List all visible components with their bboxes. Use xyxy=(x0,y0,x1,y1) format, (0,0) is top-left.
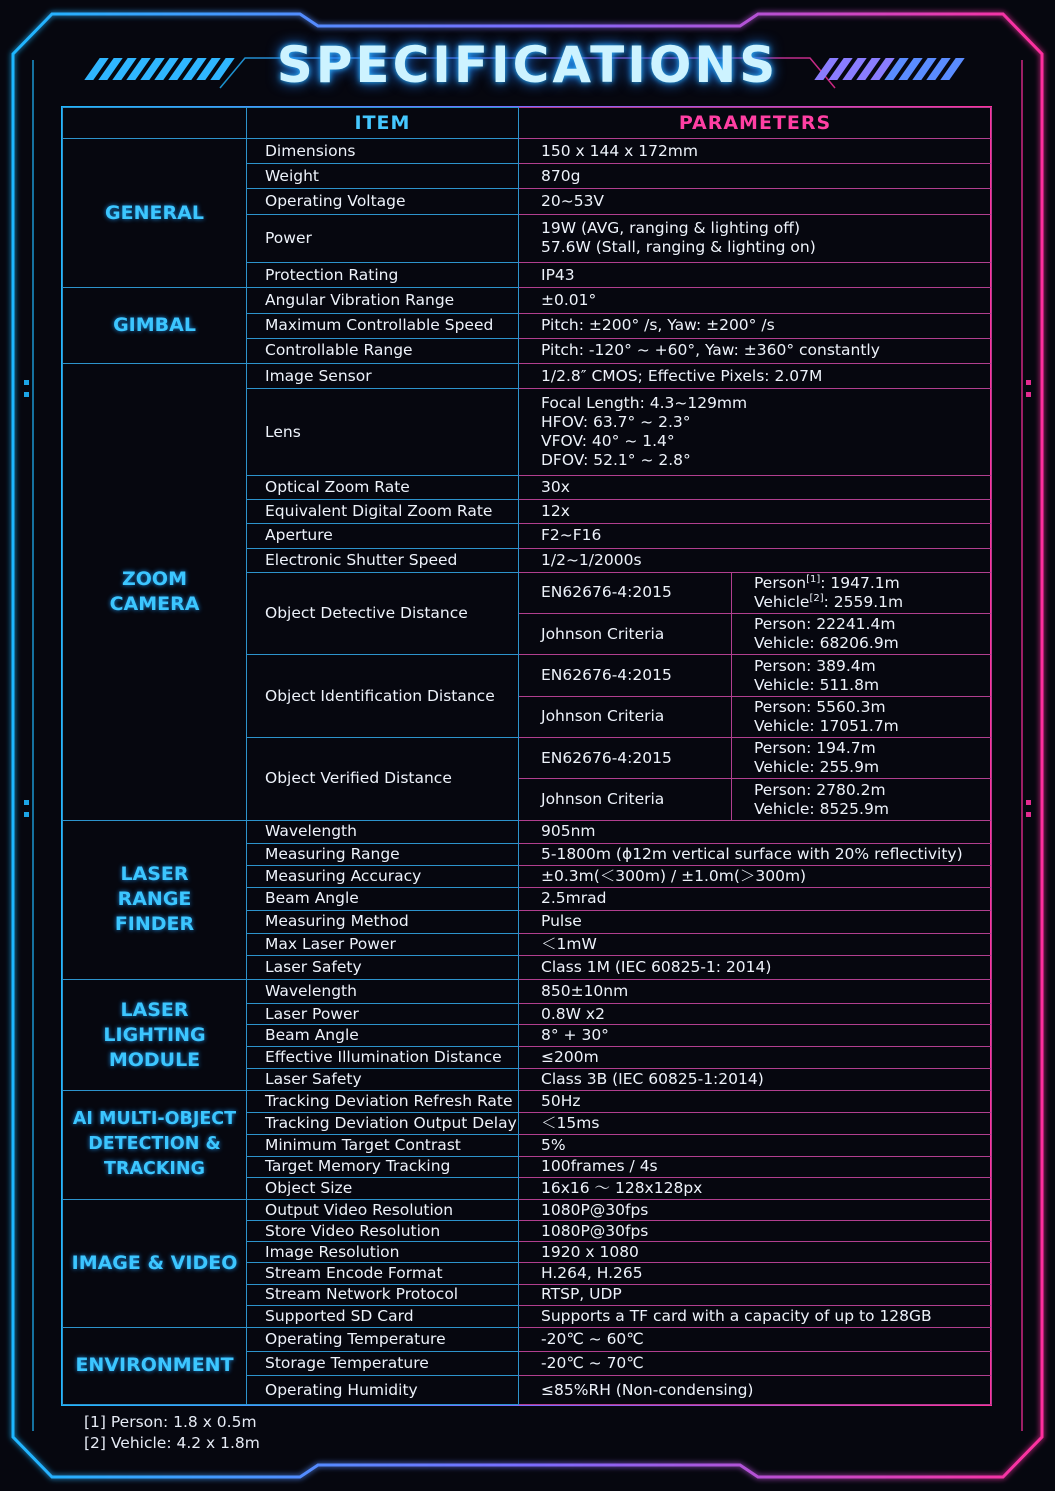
distance-person: Person[1]: 1947.1m xyxy=(754,573,900,592)
spec-item: Object Verified Distance xyxy=(247,738,519,821)
section-label-line: DETECTION & xyxy=(88,1134,221,1155)
spec-value: 1080P@30fps xyxy=(519,1221,992,1242)
footnote-vehicle: [2] Vehicle: 4.2 x 1.8m xyxy=(84,1434,260,1452)
spec-item: Angular Vibration Range xyxy=(247,288,519,313)
spec-value: Pitch: -120° ~ +60°, Yaw: ±360° constantly xyxy=(519,338,992,363)
spec-item: Measuring Method xyxy=(247,910,519,933)
spec-value: F2~F16 xyxy=(519,524,992,548)
distance-vehicle: Vehicle: 17051.7m xyxy=(754,716,899,735)
spec-value: ≤200m xyxy=(519,1046,992,1068)
spec-item: Store Video Resolution xyxy=(247,1221,519,1242)
distance-values xyxy=(732,779,992,820)
spec-item: Object Identification Distance xyxy=(247,655,519,738)
spec-value: 0.8W x2 xyxy=(519,1004,992,1025)
spec-value: 905nm xyxy=(519,820,992,843)
section-label-line: FINDER xyxy=(114,913,195,936)
spec-value-line: HFOV: 63.7° ~ 2.3° xyxy=(541,413,691,432)
table-row xyxy=(63,1199,992,1220)
spec-value: 1080P@30fps xyxy=(519,1199,992,1220)
spec-value: 8° + 30° xyxy=(519,1025,992,1046)
spec-value: 5-1800m (ϕ12m vertical surface with 20% reflectivity) xyxy=(519,843,992,865)
spec-item: Weight xyxy=(247,164,519,189)
spec-value xyxy=(519,214,992,262)
table-row xyxy=(63,363,992,388)
section-label-line: ZOOM xyxy=(122,567,187,590)
distance-vehicle: Vehicle: 8525.9m xyxy=(754,799,889,818)
spec-item: Electronic Shutter Speed xyxy=(247,548,519,572)
spec-value-line: VFOV: 40° ~ 1.4° xyxy=(541,432,675,451)
spec-value: Pulse xyxy=(519,910,992,933)
spec-value: 16x16 ～ 128x128px xyxy=(519,1177,992,1199)
distance-values xyxy=(732,655,992,696)
spec-value: Supports a TF card with a capacity of up to 128GB xyxy=(519,1305,992,1327)
spec-item: Operating Temperature xyxy=(247,1327,519,1351)
spec-item: Stream Encode Format xyxy=(247,1263,519,1284)
distance-standard: EN62676-4:2015 xyxy=(519,655,732,696)
distance-vehicle: Vehicle: 255.9m xyxy=(754,758,880,777)
spec-item: Object Size xyxy=(247,1177,519,1199)
spec-value: ±0.3m(＜300m) / ±1.0m(＞300m) xyxy=(519,866,992,888)
section-label-laser_range xyxy=(63,820,247,979)
spec-item: Tracking Deviation Output Delay xyxy=(247,1113,519,1135)
spec-value: -20℃ ~ 60℃ xyxy=(519,1327,992,1351)
spec-value: 100frames / 4s xyxy=(519,1156,992,1177)
spec-item: Stream Network Protocol xyxy=(247,1284,519,1305)
table-row xyxy=(63,139,992,164)
distance-vehicle: Vehicle: 511.8m xyxy=(754,675,880,694)
spec-item: Supported SD Card xyxy=(247,1305,519,1327)
spec-item: Image Resolution xyxy=(247,1242,519,1263)
section-label-zoom xyxy=(63,363,247,820)
spec-value: 2.5mrad xyxy=(519,888,992,910)
spec-item: Protection Rating xyxy=(247,263,519,288)
spec-value: 850±10nm xyxy=(519,980,992,1004)
spec-item: Laser Safety xyxy=(247,1068,519,1090)
spec-value: 870g xyxy=(519,164,992,189)
spec-value: ±0.01° xyxy=(519,288,992,313)
section-label-environment: ENVIRONMENT xyxy=(63,1327,247,1404)
distance-person: Person: 22241.4m xyxy=(754,615,896,634)
distance-values xyxy=(732,614,992,655)
section-label-gimbal: GIMBAL xyxy=(63,288,247,364)
distance-values xyxy=(732,738,992,779)
spec-value: 30x xyxy=(519,475,992,499)
spec-item: Minimum Target Contrast xyxy=(247,1135,519,1156)
spec-value: Class 1M (IEC 60825-1: 2014) xyxy=(519,955,992,979)
distance-person: Person: 194.7m xyxy=(754,739,876,758)
spec-value: H.264, H.265 xyxy=(519,1263,992,1284)
spec-value: IP43 xyxy=(519,263,992,288)
distance-vehicle: Vehicle[2]: 2559.1m xyxy=(754,592,904,611)
spec-item: Output Video Resolution xyxy=(247,1199,519,1220)
spec-value xyxy=(519,389,992,476)
spec-value-line: 19W (AVG, ranging & lighting off) xyxy=(541,219,801,238)
spec-value: ＜15ms xyxy=(519,1113,992,1135)
spec-table xyxy=(62,107,992,1405)
spec-item: Measuring Accuracy xyxy=(247,866,519,888)
spec-item: Laser Power xyxy=(247,1004,519,1025)
spec-value: 1/2~1/2000s xyxy=(519,548,992,572)
section-label-line: CAMERA xyxy=(109,592,200,615)
spec-value: RTSP, UDP xyxy=(519,1284,992,1305)
spec-item: Wavelength xyxy=(247,820,519,843)
spec-item: Target Memory Tracking xyxy=(247,1156,519,1177)
spec-value-line: Focal Length: 4.3~129mm xyxy=(541,394,748,413)
spec-item: Lens xyxy=(247,389,519,476)
distance-values xyxy=(732,696,992,737)
footnote-person: [1] Person: 1.8 x 0.5m xyxy=(84,1413,257,1431)
section-label-general: GENERAL xyxy=(63,139,247,288)
spec-value: 1920 x 1080 xyxy=(519,1242,992,1263)
spec-item: Dimensions xyxy=(247,139,519,164)
page-title: SPECIFICATIONS xyxy=(276,36,779,94)
section-label-line: LASER xyxy=(120,863,189,886)
spec-value: -20℃ ~ 70℃ xyxy=(519,1352,992,1376)
table-row xyxy=(63,1327,992,1351)
section-label-laser_lighting xyxy=(63,980,247,1091)
section-label-line: AI MULTI-OBJECT xyxy=(72,1109,237,1130)
spec-value: 20~53V xyxy=(519,189,992,214)
spec-item: Power xyxy=(247,214,519,262)
spec-value: ＜1mW xyxy=(519,933,992,955)
spec-value: 1/2.8″ CMOS; Effective Pixels: 2.07M xyxy=(519,363,992,388)
header-item: ITEM xyxy=(247,108,519,139)
section-label-line: MODULE xyxy=(108,1048,201,1071)
spec-value: Pitch: ±200° /s, Yaw: ±200° /s xyxy=(519,313,992,338)
section-label-line: LASER xyxy=(120,998,189,1021)
spec-value: 12x xyxy=(519,500,992,524)
section-label-line: LIGHTING xyxy=(103,1023,206,1046)
spec-item: Aperture xyxy=(247,524,519,548)
spec-value-line: 57.6W (Stall, ranging & lighting on) xyxy=(541,238,816,257)
spec-item: Operating Humidity xyxy=(247,1376,519,1405)
spec-item: Equivalent Digital Zoom Rate xyxy=(247,500,519,524)
spec-value: 50Hz xyxy=(519,1091,992,1113)
table-row xyxy=(63,1091,992,1113)
spec-item: Wavelength xyxy=(247,980,519,1004)
spec-item: Laser Safety xyxy=(247,955,519,979)
spec-item: Tracking Deviation Refresh Rate xyxy=(247,1091,519,1113)
spec-item: Controllable Range xyxy=(247,338,519,363)
table-header-row xyxy=(63,108,992,139)
distance-vehicle: Vehicle: 68206.9m xyxy=(754,634,899,653)
spec-item: Measuring Range xyxy=(247,843,519,865)
spec-value-line: DFOV: 52.1° ~ 2.8° xyxy=(541,451,691,470)
section-label-line: RANGE xyxy=(117,888,192,911)
spec-value: Class 3B (IEC 60825-1:2014) xyxy=(519,1068,992,1090)
spec-item: Beam Angle xyxy=(247,1025,519,1046)
table-row xyxy=(63,980,992,1004)
distance-values xyxy=(732,572,992,613)
table-row xyxy=(63,288,992,313)
spec-item: Optical Zoom Rate xyxy=(247,475,519,499)
section-label-image_video: IMAGE & VIDEO xyxy=(63,1199,247,1327)
spec-item: Storage Temperature xyxy=(247,1352,519,1376)
header-parameters: PARAMETERS xyxy=(519,108,992,139)
distance-standard: EN62676-4:2015 xyxy=(519,738,732,779)
spec-value: 5% xyxy=(519,1135,992,1156)
distance-person: Person: 5560.3m xyxy=(754,697,886,716)
spec-value: ≤85%RH (Non-condensing) xyxy=(519,1376,992,1405)
distance-standard: Johnson Criteria xyxy=(519,696,732,737)
distance-standard: EN62676-4:2015 xyxy=(519,572,732,613)
section-label-ai xyxy=(63,1091,247,1200)
distance-person: Person: 389.4m xyxy=(754,656,876,675)
spec-item: Effective Illumination Distance xyxy=(247,1046,519,1068)
distance-person: Person: 2780.2m xyxy=(754,780,886,799)
spec-item: Max Laser Power xyxy=(247,933,519,955)
spec-item: Beam Angle xyxy=(247,888,519,910)
distance-standard: Johnson Criteria xyxy=(519,779,732,820)
distance-standard: Johnson Criteria xyxy=(519,614,732,655)
spec-item: Operating Voltage xyxy=(247,189,519,214)
spec-item: Image Sensor xyxy=(247,363,519,388)
table-row xyxy=(63,820,992,843)
spec-value: 150 x 144 x 172mm xyxy=(519,139,992,164)
spec-item: Object Detective Distance xyxy=(247,572,519,655)
section-label-line: TRACKING xyxy=(104,1159,205,1180)
spec-item: Maximum Controllable Speed xyxy=(247,313,519,338)
